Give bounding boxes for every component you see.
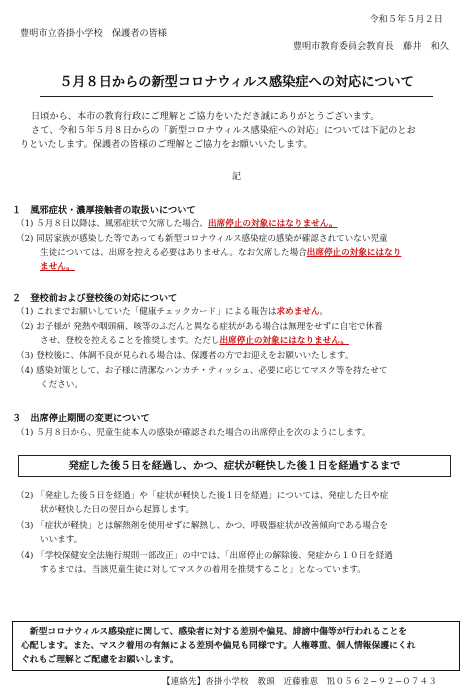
- anti-discrimination-notice: [12, 621, 460, 671]
- section-1-item-1: （1) ５月８日以降は、風邪症状で欠席した場合、出席停止の対象にはなりません。: [16, 219, 338, 229]
- intro-line-1: 日頃から、本市の教育行政にご理解とご協力をいただき誠にありがとうございます。: [31, 111, 380, 122]
- section-2-item-1: （1) これまでお願いしていた「健康チェックカード」による報告は求めません。: [16, 307, 329, 317]
- intro-line-3: りといたします。保護者の皆様のご理解とご協力をお願いいたします。: [20, 139, 313, 150]
- section-3-item-2-line-2: 状が軽快した日の翌日から起算します。: [40, 505, 195, 515]
- addressee: 豊明市立沓掛小学校 保護者の皆様: [20, 28, 167, 39]
- emphasis-text: 出席停止の対象にはなりません。: [208, 219, 338, 229]
- emphasis-text: ません。: [40, 262, 75, 272]
- section-1-item-2-line-1: （2) 同居家族が感染した等であっても新型コロナウィルス感染症の感染が確認されていない児童: [16, 234, 388, 244]
- sender: 豊明市教育委員会教育長 藤井 和久: [292, 41, 449, 52]
- section-3-item-2-line-1: （2) 「発症した後５日を経過」や「症状が軽快した後１日を経過」については、発症した日や症: [16, 491, 389, 501]
- section-2-item-4-line-2: ください。: [40, 380, 83, 390]
- section-1-item-2-line-2: 生徒については、出席を控える必要はありません。なお欠席した場合出席停止の対象にはなり: [40, 248, 402, 258]
- notice-line-3: ぐれもご理解とご配慮をお願いします。: [21, 655, 179, 665]
- section-3-item-1: （1) ５月８日から、児童生徒本人の感染が確認された場合の出席停止を次のようにします。: [16, 428, 371, 438]
- section-3-item-3-line-1: （3) 「症状が軽快」とは解熱剤を使用せずに解熱し、かつ、呼吸器症状が改善傾向である場合を: [16, 521, 389, 531]
- document-title: ５月８日からの新型コロナウィルス感染症への対応について: [59, 75, 414, 90]
- section-2-item-2-line-2: させ、登校を控えることを推奨します。ただし出席停止の対象にはなりません。: [40, 336, 349, 346]
- notice-line-1: 新型コロナウィルス感染症に関して、感染者に対する差別や偏見、誹謗中傷等が行われることを: [29, 627, 408, 637]
- section-3-item-4-line-1: （4) 「学校保健安全法施行規則一部改正」の中では、「出席停止の解除後、発症から１０日を経過: [16, 551, 393, 561]
- emphasis-text: 出席停止の対象にはなりません。: [219, 336, 349, 346]
- contact-info: 【連絡先】沓掛小学校 教頭 近藤雅恵 ℡０５６２−９２−０７４３: [162, 676, 437, 686]
- section-2-heading: ２ 登校前および登校後の対応について: [12, 293, 178, 304]
- emphasis-text: 出席停止の対象にはなり: [306, 248, 402, 258]
- section-1-item-2-line-3: [40, 261, 75, 274]
- section-1-heading: １ 風邪症状・濃厚接触者の取扱いについて: [12, 205, 196, 216]
- ki-mark: 記: [231, 171, 242, 182]
- title-underline: [40, 96, 433, 97]
- section-2-item-2-line-1: （2) お子様が 発熱や咽頭痛、咳等のふだんと異なる症状がある場合は無理をせずに自宅で休養: [16, 322, 383, 332]
- section-3-item-3-line-2: いいます。: [40, 535, 83, 545]
- section-2-item-3: （3) 登校後に、体調不良が見られる場合は、保護者の方でお迎えをお願いいたします。: [16, 351, 354, 361]
- section-3-item-4-line-2: するまでは、当該児童生徒に対してマスクの着用を推奨すること」となっています。: [40, 565, 366, 575]
- section-3-heading: ３ 出席停止期間の変更について: [12, 413, 150, 424]
- suspension-period-text: 発症した後５日を経過し、かつ、症状が軽快した後１日を経過するまで: [68, 460, 401, 472]
- emphasis-text: 求めません: [276, 307, 320, 317]
- notice-line-2: 心配します。また、マスク着用の有無による差別や偏見も同様です。人権尊重、個人情報保護にくれ: [21, 641, 416, 651]
- intro-line-2: さて、令和５年５月８日からの「新型コロナウィルス感染症への対応」については下記のとお: [31, 125, 416, 136]
- suspension-period-box: [18, 455, 451, 477]
- section-2-item-4-line-1: （4) 感染対策として、お子様に清潔なハンカチ・ティッシュ、必要に応じてマスク等を持たせて: [16, 366, 388, 376]
- document-date: 令和５年５月２日: [369, 14, 443, 25]
